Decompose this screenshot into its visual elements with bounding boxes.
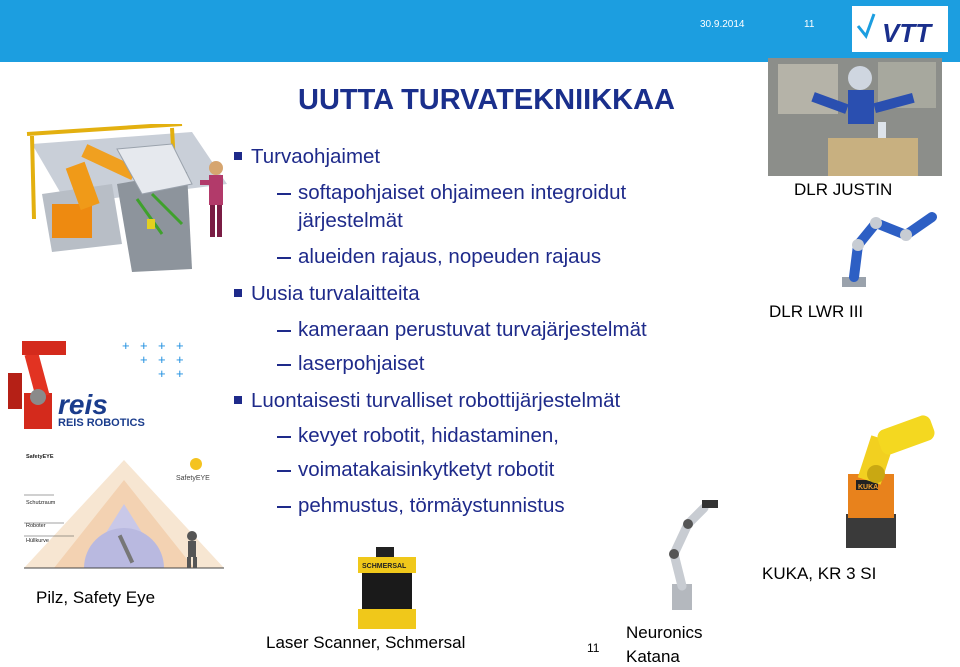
- bullet-turvaohjaimet: Turvaohjaimet: [251, 145, 381, 168]
- sub-bullet: kameraan perustuvat turvajärjestelmät: [298, 318, 647, 341]
- worker-figure: [200, 158, 230, 242]
- reis-logo-text: reis: [58, 390, 108, 420]
- sub-bullet-continued: järjestelmät: [298, 209, 403, 232]
- vtt-logo: [852, 6, 948, 52]
- svg-text:+: +: [158, 340, 166, 353]
- dlr-justin-photo: [768, 58, 942, 176]
- sub-bullet: voimatakaisinkytketyt robotit: [298, 458, 555, 481]
- caption-neuronics: Neuronics: [626, 623, 703, 642]
- caption-dlr-justin: DLR JUSTIN: [794, 180, 893, 199]
- sub-bullet: alueiden rajaus, nopeuden rajaus: [298, 245, 602, 268]
- schmersal-label: SCHMERSAL: [362, 563, 407, 570]
- footer-page-number: 11: [587, 641, 600, 655]
- plus-grid-decoration: [120, 340, 196, 380]
- caption-pilz: Pilz, Safety Eye: [36, 588, 156, 607]
- safetyeye-heading: SafetyEYE: [26, 454, 54, 460]
- safetyeye-logo-text: SafetyEYE: [176, 475, 210, 482]
- svg-text:+: +: [176, 340, 184, 353]
- kuka-robot-image: [816, 414, 946, 550]
- reis-logo: [56, 390, 186, 428]
- svg-text:+: +: [176, 366, 184, 380]
- svg-text:+: +: [158, 352, 166, 367]
- dlr-lwr-arm-image: [836, 205, 946, 295]
- caption-laser-scanner: Laser Scanner, Schmersal: [266, 633, 466, 652]
- sub-bullet: kevyet robotit, hidastaminen,: [298, 424, 559, 447]
- svg-text:+: +: [158, 366, 166, 380]
- reis-name-text: REIS ROBOTICS: [58, 417, 145, 428]
- safety-eye-diagram: [24, 452, 224, 582]
- katana-robot-image: [644, 494, 724, 612]
- caption-katana: Katana: [626, 647, 680, 666]
- sub-bullet: pehmustus, törmäystunnistus: [298, 494, 565, 517]
- header-bar: [0, 0, 960, 62]
- svg-text:+: +: [140, 352, 148, 367]
- svg-text:+: +: [176, 352, 184, 367]
- svg-text:+: +: [122, 340, 130, 353]
- bullet-turvalaitteita: Uusia turvalaitteita: [251, 282, 420, 305]
- bullet-robottijarjestelmat: Luontaisesti turvalliset robottijärjestelmät: [251, 389, 621, 412]
- laser-scanner-image: [354, 547, 420, 631]
- zone-schutz: Schutzraum: [26, 500, 56, 506]
- sub-bullet: laserpohjaiset: [298, 352, 425, 375]
- sub-bullet: softapohjaiset ohjaimeen integroidut: [298, 181, 627, 204]
- vtt-logo-text: VTT: [882, 18, 932, 48]
- zone-roboter: Roboter: [26, 523, 46, 529]
- slide-title: UUTTA TURVATEKNIIKKAA: [298, 84, 675, 116]
- svg-text:+: +: [140, 340, 148, 353]
- header-date: 30.9.2014: [700, 19, 745, 30]
- header-page-number: 11: [804, 19, 815, 30]
- zone-huell: Hüllkurve: [26, 538, 49, 544]
- kuka-label: KUKA: [858, 484, 879, 491]
- caption-dlr-lwr: DLR LWR III: [769, 302, 864, 321]
- caption-kuka: KUKA, KR 3 SI: [762, 564, 877, 583]
